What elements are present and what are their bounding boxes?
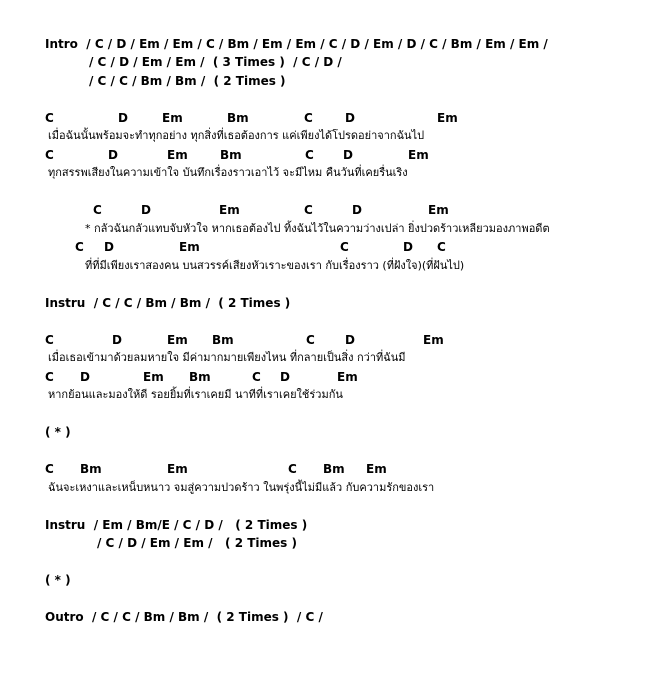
chord: C xyxy=(437,240,446,254)
chord: Em xyxy=(143,370,164,384)
repeat-chorus-marker: ( * ) xyxy=(45,425,71,439)
chord: D xyxy=(343,148,353,162)
lyric-line: ทุกสรรพเสียงในความเข้าใจ บันทึกเรื่องราวเอาไว้ จะมีไหม คืนวันที่เคยรื่นเริง xyxy=(48,166,408,179)
lyric-line: * กลัวฉันกลัวแทบจับหัวใจ หากเธอต้องไป ทิ้งฉันไว้ในความว่างเปล่า ยิ่งปวดร้าวเหลียวมองภาพอดีต xyxy=(85,222,550,235)
chord: D xyxy=(141,203,151,217)
chord: Em xyxy=(428,203,449,217)
chord: Em xyxy=(219,203,240,217)
chord: C xyxy=(252,370,261,384)
instrumental-2-line-2: / C / D / Em / Em / ( 2 Times ) xyxy=(97,536,297,550)
chord: Em xyxy=(162,111,183,125)
chord: C xyxy=(93,203,102,217)
instrumental-1: Instru / C / C / Bm / Bm / ( 2 Times ) xyxy=(45,296,291,310)
repeat-chorus-marker: ( * ) xyxy=(45,573,71,587)
chord: D xyxy=(108,148,118,162)
chord: C xyxy=(306,333,315,347)
chord: Em xyxy=(167,462,188,476)
chord: Em xyxy=(167,148,188,162)
chord: D xyxy=(112,333,122,347)
chord: Bm xyxy=(189,370,211,384)
chord: D xyxy=(118,111,128,125)
chord: Em xyxy=(437,111,458,125)
chord: C xyxy=(45,370,54,384)
chord: Em xyxy=(167,333,188,347)
lyric-line: ฉันจะเหงาและเหน็บหนาว จมสู่ความปวดร้าว ในพรุ่งนี้ไม่มีแล้ว กับความรักของเรา xyxy=(48,481,435,494)
lyric-line: ที่ที่มีเพียงเราสองคน บนสวรรค์เสียงหัวเราะของเรา กับเรื่องราว (ที่ฝังใจ)(ที่ฝันไป) xyxy=(85,259,465,272)
lyric-line: เมื่อเธอเข้ามาด้วยลมหายใจ มีค่ามากมายเพียงไหน ที่กลายเป็นสิ่ง กว่าที่ฉันมี xyxy=(48,351,406,364)
chord: D xyxy=(80,370,90,384)
outro: Outro / C / C / Bm / Bm / ( 2 Times ) / C / xyxy=(45,610,323,624)
chord: D xyxy=(403,240,413,254)
chord: D xyxy=(345,111,355,125)
chord: C xyxy=(45,333,54,347)
chord: C xyxy=(45,111,54,125)
chord: C xyxy=(304,203,313,217)
lyric-line: หากย้อนและมองให้ดี รอยยิ้มที่เราเคยมี นาทีที่เราเคยใช้ร่วมกัน xyxy=(48,388,343,401)
intro-line-2: / C / D / Em / Em / ( 3 Times ) / C / D / xyxy=(89,55,342,69)
chord: Em xyxy=(366,462,387,476)
chord: Em xyxy=(423,333,444,347)
chord: Em xyxy=(337,370,358,384)
chord: Em xyxy=(408,148,429,162)
chord: D xyxy=(280,370,290,384)
chord: C xyxy=(304,111,313,125)
chord: C xyxy=(75,240,84,254)
lyric-line: เมื่อฉันนั้นพร้อมจะทำทุกอย่าง ทุกสิ่งที่เธอต้องการ แค่เพียงได้โปรดอย่าจากฉันไป xyxy=(48,129,425,142)
intro-line-1: Intro / C / D / Em / Em / C / Bm / Em / Em / C / D / Em / D / C / Bm / Em / Em / xyxy=(45,37,548,51)
chord: Bm xyxy=(220,148,242,162)
chord: D xyxy=(352,203,362,217)
chord: C xyxy=(45,462,54,476)
chord: Bm xyxy=(227,111,249,125)
chord: C xyxy=(340,240,349,254)
chord: C xyxy=(305,148,314,162)
chord: D xyxy=(345,333,355,347)
chord: C xyxy=(45,148,54,162)
chord: D xyxy=(104,240,114,254)
instrumental-2-line-1: Instru / Em / Bm/E / C / D / ( 2 Times ) xyxy=(45,518,308,532)
chord: C xyxy=(288,462,297,476)
intro-line-3: / C / C / Bm / Bm / ( 2 Times ) xyxy=(89,74,286,88)
chord: Bm xyxy=(80,462,102,476)
chord: Em xyxy=(179,240,200,254)
chord: Bm xyxy=(323,462,345,476)
chord: Bm xyxy=(212,333,234,347)
